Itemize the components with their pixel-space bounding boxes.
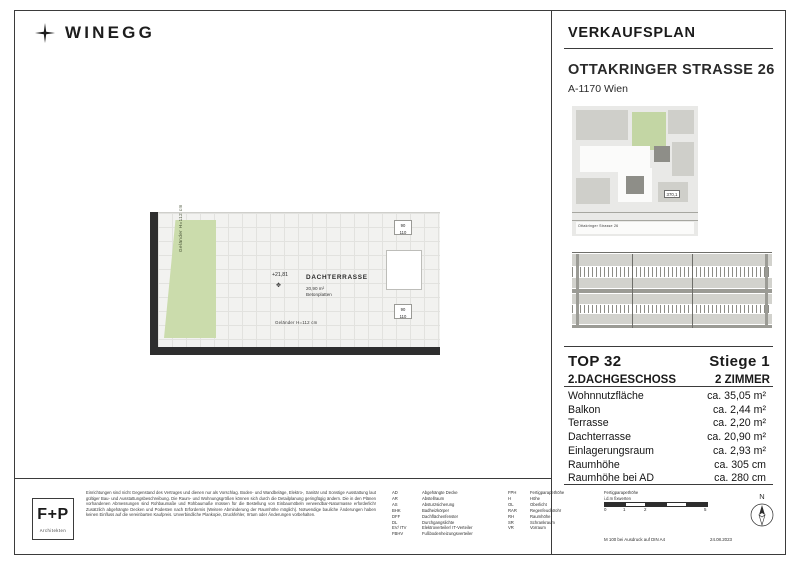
header-rule <box>564 48 773 49</box>
section-ground <box>572 325 772 328</box>
unit-floor-label: 2.DACHGESCHOSS <box>568 374 676 386</box>
plan-date: 24.08.2023 <box>710 537 732 542</box>
abbr-key: RH <box>508 513 515 519</box>
architect-logo-text: F+P <box>37 506 69 523</box>
architect-logo <box>32 498 74 540</box>
section-band <box>572 294 772 304</box>
abbr-value: Abgehängte Decke <box>422 490 458 495</box>
abbr-key: OL <box>508 501 514 507</box>
section-slab <box>572 289 772 293</box>
sitemap-elevation-label: 370,1 <box>664 190 680 198</box>
abbr-value: Vorraum <box>530 525 546 531</box>
scale-tick-label: 5 <box>704 507 707 512</box>
abbr-key: AS <box>392 501 398 507</box>
sitemap-unit-marker <box>626 176 644 194</box>
unit-rule-top <box>564 346 773 347</box>
area-value: ca. 35,05 m² <box>707 390 766 402</box>
abbr-key: EV/ ITV <box>392 525 407 531</box>
plan-inner-room <box>386 250 422 290</box>
sitemap-block <box>576 178 610 204</box>
north-arrow-icon <box>742 502 782 533</box>
plan-green-label: Geländer H=112 cm <box>178 204 183 252</box>
abbr-key: AD <box>392 490 398 495</box>
abbr-key: RAR <box>508 507 517 513</box>
fertigparapethoehe-note <box>604 490 638 501</box>
table-row <box>568 404 770 418</box>
plan-dimension-box <box>394 304 412 319</box>
abbr-value: Oberlicht <box>530 501 547 507</box>
section-hatch <box>572 267 772 277</box>
architect-logo-sub: Architekten <box>39 528 67 533</box>
section-wall <box>692 254 693 328</box>
abbr-key: DL <box>392 519 398 525</box>
area-label: Dachterrasse <box>568 431 631 444</box>
section-wall <box>632 254 633 328</box>
dimension-height: 110 <box>399 229 407 235</box>
plan-dimension-box <box>394 220 412 235</box>
floor-plan-drawing <box>150 204 440 360</box>
project-city: A-1170 Wien <box>568 83 628 95</box>
area-label: Wohnnutzfläche <box>568 390 644 402</box>
table-row <box>568 390 770 404</box>
section-hatch <box>572 305 772 313</box>
abbr-value: Raumhöhe <box>530 513 551 519</box>
scale-ticks <box>604 507 708 515</box>
north-label: N <box>759 492 765 501</box>
scale-bar-graphic <box>604 502 714 515</box>
scale-tick-label: 1 <box>623 507 626 512</box>
table-row <box>568 445 770 459</box>
plan-room-finish: Betonplatten <box>306 292 332 298</box>
plan-direction-arrow: ✥ <box>276 283 282 289</box>
section-line <box>572 252 772 253</box>
abbr-key: DFF <box>392 513 401 519</box>
area-label: Einlagerungsraum <box>568 444 654 457</box>
abbr-value: Fertigparapethöhe <box>530 490 565 495</box>
abbreviation-values-col2 <box>530 490 564 531</box>
scale-note: M 100 bei Ausdruck auf DIN A4 <box>604 537 666 542</box>
abbreviation-keys-col1 <box>392 490 406 537</box>
abbr-value: Durchgangslichte <box>422 519 455 525</box>
abbr-key: AR <box>392 495 398 501</box>
vertical-divider <box>551 10 552 555</box>
area-label: Balkon <box>568 403 601 416</box>
section-wall <box>576 254 579 328</box>
table-row <box>568 417 770 431</box>
dimension-height: 110 <box>399 313 407 319</box>
abbr-value: Badheizkörper <box>422 507 450 513</box>
table-row <box>568 459 770 473</box>
plan-level-marker: +21,81 <box>272 272 289 278</box>
plan-railing-note: Geländer H=112 cm <box>275 320 318 325</box>
footer-rule <box>14 478 552 479</box>
abbr-key: SR <box>508 519 514 525</box>
section-band <box>572 254 772 266</box>
document-title: VERKAUFSPLAN <box>568 25 696 41</box>
scale-tick-label: 2 <box>644 507 647 512</box>
abbr-value: Abstellraum <box>422 495 445 501</box>
unit-rooms-label: 2 ZIMMER <box>715 374 770 386</box>
abbr-key: FPH <box>508 490 517 495</box>
unit-top-label: TOP 32 <box>568 353 622 370</box>
abbreviation-values-col1 <box>422 490 473 537</box>
sitemap-green-area <box>632 112 666 150</box>
section-elevation-drawing <box>572 250 772 336</box>
section-band <box>572 314 772 324</box>
abbr-value: Schrankraum <box>530 519 555 525</box>
table-row <box>568 431 770 445</box>
abbr-value: Elektroverteiler/ IT-Verteiler <box>422 525 473 531</box>
section-band <box>572 278 772 288</box>
brand-logo <box>34 22 155 44</box>
north-indicator <box>742 492 782 533</box>
abbr-value: Dachflächenfenster <box>422 513 459 519</box>
dimension-width: 90 <box>400 222 406 228</box>
fert-note-line1: Fertigparapethöhe <box>604 490 639 495</box>
scale-segment <box>667 503 688 506</box>
sitemap-street-line <box>572 212 698 213</box>
star-icon <box>34 22 56 44</box>
sitemap-block <box>668 110 694 134</box>
disclaimer-text: Einrichtungen sind nicht Gegenstand des Vertrages und dienen nur als Vorschlag. Boden- und Wandbeläge, Elektro-, Sanitär und Sonstige Ausstattung laut gültiger Bau- und Ausstattungsbeschreibung. Die Raum- und Wohnungsgrößen können sich durch die Detailplanung geringfügig ändern. Die in den Plänen vorhandenen Abmessungen sind Rohbaumaße und Rohbaumaße müssen für die Bestellung von Einbaumöbeln verwendbar-Naturmasse erforderlich! Zusätzlich abgehängte Decken und Podesten nach Erfordernis (Weitere Abminderung der Raumhöhe möglich). Notwendige bauliche Änderungen haben keinen Einfluss auf die vereinbarten Kaufpreis. Unverbindliche Plankopie, Druckfehler, Irrtum oder Änderungen vorbehalten. <box>86 490 376 518</box>
abbr-key: H <box>508 495 512 501</box>
project-street: OTTAKRINGER STRASSE 26 <box>568 62 775 78</box>
area-value: ca. 20,90 m² <box>707 431 766 444</box>
plan-room-area: 20,90 m² <box>306 286 325 291</box>
scale-segment <box>605 503 626 506</box>
area-value: ca. 2,44 m² <box>713 403 766 416</box>
abbr-value: Absturzsicherung <box>422 501 455 507</box>
scale-segment <box>626 503 647 506</box>
unit-rule-mid <box>564 386 773 387</box>
abbr-key: FBHV <box>392 531 404 537</box>
unit-rule-bottom <box>564 484 773 485</box>
scale-segment <box>646 503 667 506</box>
sitemap-street-label: Ottakringer Strasse 26 <box>578 224 619 228</box>
area-label: Terrasse <box>568 417 609 430</box>
area-label: Raumhöhe <box>568 458 620 471</box>
area-table <box>568 390 770 486</box>
area-value: ca. 305 cm <box>714 458 766 471</box>
abbr-key: BHK <box>392 507 401 513</box>
site-map <box>572 106 698 236</box>
abbr-key: VR <box>508 525 514 531</box>
plan-slab-bottom <box>150 347 440 355</box>
plan-wall-left <box>150 212 158 355</box>
dimension-width: 90 <box>400 306 406 312</box>
abbr-value: Höhe <box>530 495 541 501</box>
abbr-value: Fußbodenheizungsverteiler <box>422 531 473 537</box>
sitemap-block <box>672 142 694 176</box>
brand-name: WINEGG <box>65 23 156 42</box>
abbreviation-keys-col2 <box>508 490 517 531</box>
plan-room-details <box>306 286 332 299</box>
section-wall <box>765 254 768 328</box>
area-value: ca. 2,93 m² <box>713 444 766 457</box>
unit-stiege-label: Stiege 1 <box>709 353 770 370</box>
sitemap-street-line <box>572 220 698 221</box>
fert-note-line2: i.d.m fixwerten <box>604 495 631 501</box>
scale-segment <box>687 503 707 506</box>
area-label: Raumhöhe bei AD <box>568 472 654 485</box>
scale-tick-label: 0 <box>604 507 607 512</box>
abbr-value: Regenfeuchtrohr <box>530 507 562 513</box>
area-value: ca. 2,20 m² <box>713 417 766 430</box>
sitemap-block <box>576 110 628 140</box>
area-value: ca. 280 cm <box>714 472 766 485</box>
sitemap-block <box>654 146 670 162</box>
plan-room-name: DACHTERRASSE <box>306 274 368 281</box>
